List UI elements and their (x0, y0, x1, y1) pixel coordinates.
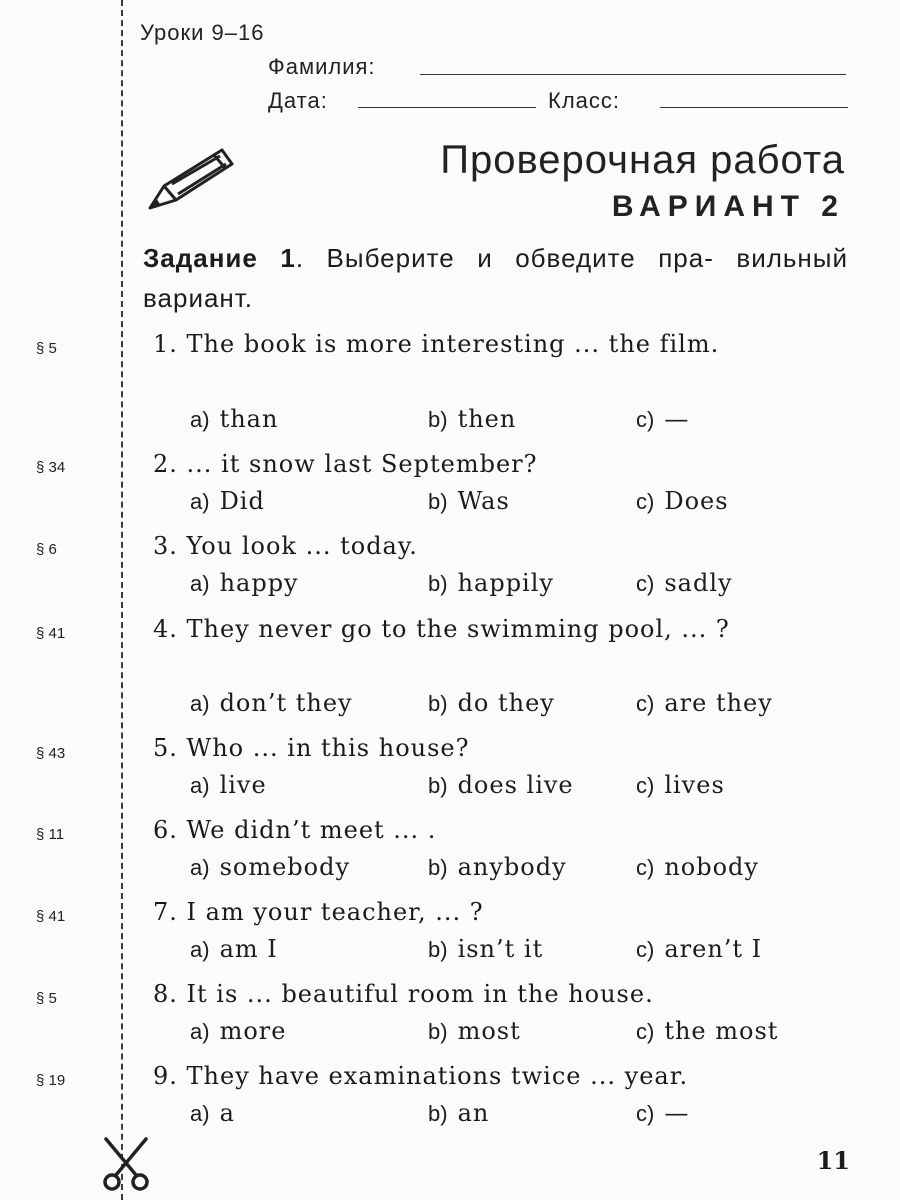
option-letter: c) (636, 407, 655, 432)
option-text: nobody (664, 853, 759, 881)
question-number: 6. (153, 816, 178, 844)
answer-options (190, 482, 850, 520)
answer-option[interactable] (428, 1012, 521, 1051)
answer-options (190, 400, 850, 438)
option-letter: b) (428, 937, 448, 962)
date-label: Дата: (268, 88, 328, 113)
question-4 (153, 610, 848, 648)
answer-options (190, 1094, 850, 1132)
question-8 (153, 975, 848, 1013)
question-1 (153, 325, 848, 363)
option-letter: c) (636, 1019, 655, 1044)
answer-option[interactable] (428, 564, 554, 603)
option-letter: a) (190, 773, 210, 798)
option-text: a (219, 1099, 235, 1127)
page-number: 11 (816, 1146, 850, 1175)
option-text: Did (219, 487, 265, 515)
option-text: aren’t I (664, 935, 763, 963)
surname-label: Фамилия: (268, 54, 376, 79)
option-letter: a) (190, 1101, 210, 1126)
option-text: anybody (457, 853, 567, 881)
question-9 (153, 1057, 848, 1095)
answer-option[interactable] (428, 930, 543, 969)
answer-option[interactable] (636, 930, 762, 969)
question-3 (153, 527, 848, 565)
option-text: then (457, 405, 517, 433)
answer-options (190, 930, 850, 968)
option-letter: a) (190, 571, 210, 596)
answer-options (190, 684, 850, 722)
answer-option[interactable] (428, 482, 510, 521)
scissors-icon (100, 1135, 152, 1193)
option-text: an (457, 1099, 490, 1127)
option-letter: b) (428, 571, 448, 596)
question-text: ... it snow last September? (186, 450, 538, 478)
option-letter: c) (636, 773, 655, 798)
option-letter: b) (428, 1101, 448, 1126)
class-field[interactable] (660, 107, 848, 108)
class-label: Класс: (548, 88, 620, 113)
question-text: They have examinations twice ... year. (186, 1062, 689, 1090)
option-text: most (457, 1017, 521, 1045)
option-text: somebody (219, 853, 351, 881)
option-text: happily (457, 569, 554, 597)
question-6 (153, 811, 848, 849)
option-text: lives (664, 771, 725, 799)
answer-options (190, 766, 850, 804)
task-instructions (143, 238, 848, 318)
answer-option[interactable] (190, 482, 265, 521)
answer-option[interactable] (190, 1094, 235, 1133)
section-reference: § 5 (36, 990, 57, 1007)
option-letter: a) (190, 407, 210, 432)
option-text: Does (664, 487, 729, 515)
answer-option[interactable] (428, 1094, 489, 1133)
question-number: 4. (153, 615, 178, 643)
answer-option[interactable] (636, 400, 689, 439)
question-text: I am your teacher, ... ? (186, 898, 484, 926)
option-text: live (219, 771, 267, 799)
option-letter: c) (636, 691, 655, 716)
option-text: do they (457, 689, 555, 717)
option-letter: a) (190, 937, 210, 962)
question-number: 1. (153, 330, 178, 358)
section-reference: § 43 (36, 745, 66, 762)
answer-option[interactable] (190, 848, 350, 887)
question-text: It is ... beautiful room in the house. (186, 980, 654, 1008)
question-number: 8. (153, 980, 178, 1008)
answer-option[interactable] (636, 848, 759, 887)
option-letter: b) (428, 489, 448, 514)
question-5 (153, 729, 848, 767)
option-letter: b) (428, 691, 448, 716)
option-letter: c) (636, 489, 655, 514)
option-text: Was (457, 487, 510, 515)
option-letter: c) (636, 1101, 655, 1126)
section-reference: § 5 (36, 340, 57, 357)
question-7 (153, 893, 848, 931)
date-field[interactable] (358, 107, 536, 108)
section-reference: § 34 (36, 459, 66, 476)
option-text: the most (664, 1017, 779, 1045)
option-text: isn’t it (457, 935, 544, 963)
option-letter: b) (428, 1019, 448, 1044)
question-number: 9. (153, 1062, 178, 1090)
answer-option[interactable] (428, 848, 567, 887)
option-text: don’t they (219, 689, 353, 717)
answer-option[interactable] (636, 766, 725, 805)
surname-field[interactable] (420, 74, 846, 75)
lessons-label: Уроки 9–16 (140, 20, 265, 45)
option-letter: c) (636, 571, 655, 596)
answer-option[interactable] (190, 930, 278, 969)
option-letter: b) (428, 855, 448, 880)
answer-option[interactable] (190, 766, 267, 805)
question-text: The book is more interesting ... the film. (186, 330, 720, 358)
cut-line (121, 0, 123, 1200)
answer-option[interactable] (190, 564, 299, 603)
question-text: You look ... today. (186, 532, 418, 560)
question-text: We didn’t meet ... . (186, 816, 437, 844)
answer-options (190, 848, 850, 886)
section-reference: § 11 (36, 826, 65, 843)
answer-option[interactable] (428, 684, 555, 723)
question-number: 5. (153, 734, 178, 762)
option-text: — (664, 1099, 690, 1127)
answer-options (190, 1012, 850, 1050)
answer-option[interactable] (636, 482, 729, 521)
page-title: Проверочная работа (440, 138, 845, 182)
answer-option[interactable] (190, 684, 353, 723)
option-letter: c) (636, 937, 655, 962)
section-reference: § 41 (36, 908, 66, 925)
option-text: — (664, 405, 690, 433)
task-text: . Выберите и обведите пра- вильный вариант. (143, 243, 849, 313)
question-2 (153, 445, 848, 483)
question-number: 7. (153, 898, 178, 926)
option-letter: a) (190, 691, 210, 716)
option-letter: a) (190, 1019, 210, 1044)
option-text: than (219, 405, 279, 433)
option-letter: c) (636, 855, 655, 880)
section-reference: § 41 (36, 625, 66, 642)
option-text: happy (219, 569, 299, 597)
task-label: Задание 1 (143, 243, 296, 273)
answer-option[interactable] (636, 684, 773, 723)
question-text: They never go to the swimming pool, ... ? (186, 615, 730, 643)
answer-option[interactable] (636, 1012, 778, 1051)
option-letter: a) (190, 489, 210, 514)
answer-option[interactable] (190, 1012, 286, 1051)
option-text: am I (219, 935, 278, 963)
answer-option[interactable] (636, 564, 733, 603)
answer-option[interactable] (428, 766, 574, 805)
option-text: more (219, 1017, 287, 1045)
section-reference: § 19 (36, 1072, 66, 1089)
option-letter: a) (190, 855, 210, 880)
answer-option[interactable] (636, 1094, 689, 1133)
pencil-icon (140, 140, 240, 215)
option-text: sadly (664, 569, 733, 597)
section-reference: § 6 (36, 541, 57, 558)
question-number: 2. (153, 450, 178, 478)
option-text: are they (664, 689, 773, 717)
option-letter: b) (428, 773, 448, 798)
answer-option[interactable] (190, 400, 278, 439)
question-number: 3. (153, 532, 178, 560)
answer-option[interactable] (428, 400, 516, 439)
question-text: Who ... in this house? (186, 734, 470, 762)
answer-options (190, 564, 850, 602)
option-letter: b) (428, 407, 448, 432)
option-text: does live (457, 771, 574, 799)
variant-label: ВАРИАНТ 2 (611, 190, 845, 223)
